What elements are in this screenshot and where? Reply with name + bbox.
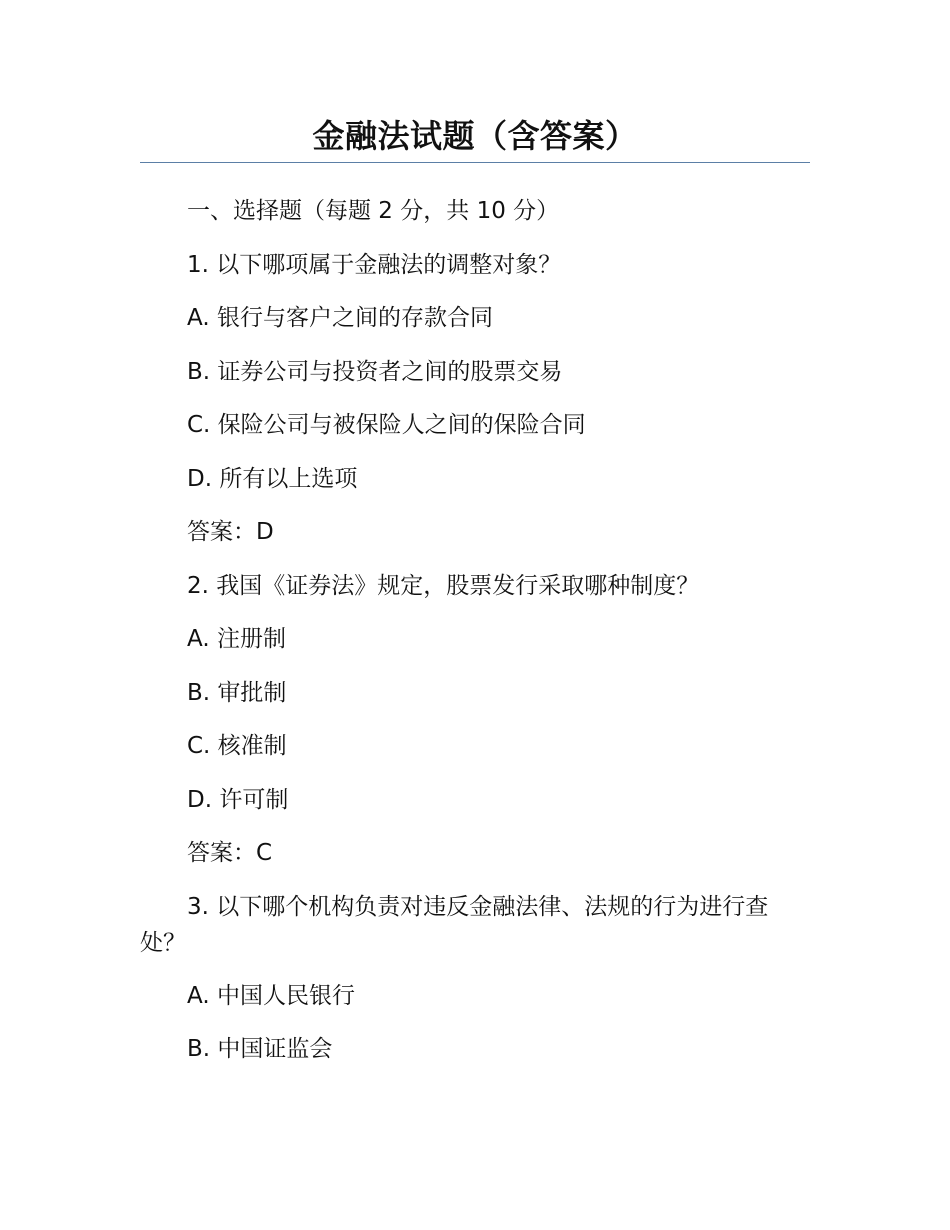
- question-2-answer: 答案：C: [187, 840, 273, 866]
- question-1: 1. 以下哪项属于金融法的调整对象？: [187, 251, 562, 278]
- title-divider: [140, 162, 810, 163]
- question-3-option-b: B. 中国证监会: [187, 1036, 333, 1062]
- question-1-option-a: A. 银行与客户之间的存款合同: [187, 305, 493, 331]
- question-2-option-c: C. 核准制: [187, 733, 287, 759]
- question-3: 3. 以下哪个机构负责对违反金融法律、法规的行为进行查处？: [140, 893, 769, 956]
- question-1-option-b: B. 证券公司与投资者之间的股票交易: [187, 358, 563, 385]
- question-1-option-c: C. 保险公司与被保险人之间的保险合同: [187, 412, 586, 438]
- document-body: [140, 193, 810, 1085]
- document-title: 金融法试题（含答案）: [312, 117, 638, 155]
- question-1-option-d: D. 所有以上选项: [187, 465, 358, 492]
- question-1-answer: 答案：D: [187, 519, 274, 545]
- section-heading: 一、选择题（每题 2 分，共 10 分）: [187, 198, 560, 224]
- question-3-option-a: A. 中国人民银行: [187, 982, 355, 1009]
- question-2-option-a: A. 注册制: [187, 626, 286, 652]
- question-2-option-d: D. 许可制: [187, 786, 289, 813]
- question-2: 2. 我国《证券法》规定，股票发行采取哪种制度？: [187, 572, 700, 599]
- question-2-option-b: B. 审批制: [187, 679, 287, 706]
